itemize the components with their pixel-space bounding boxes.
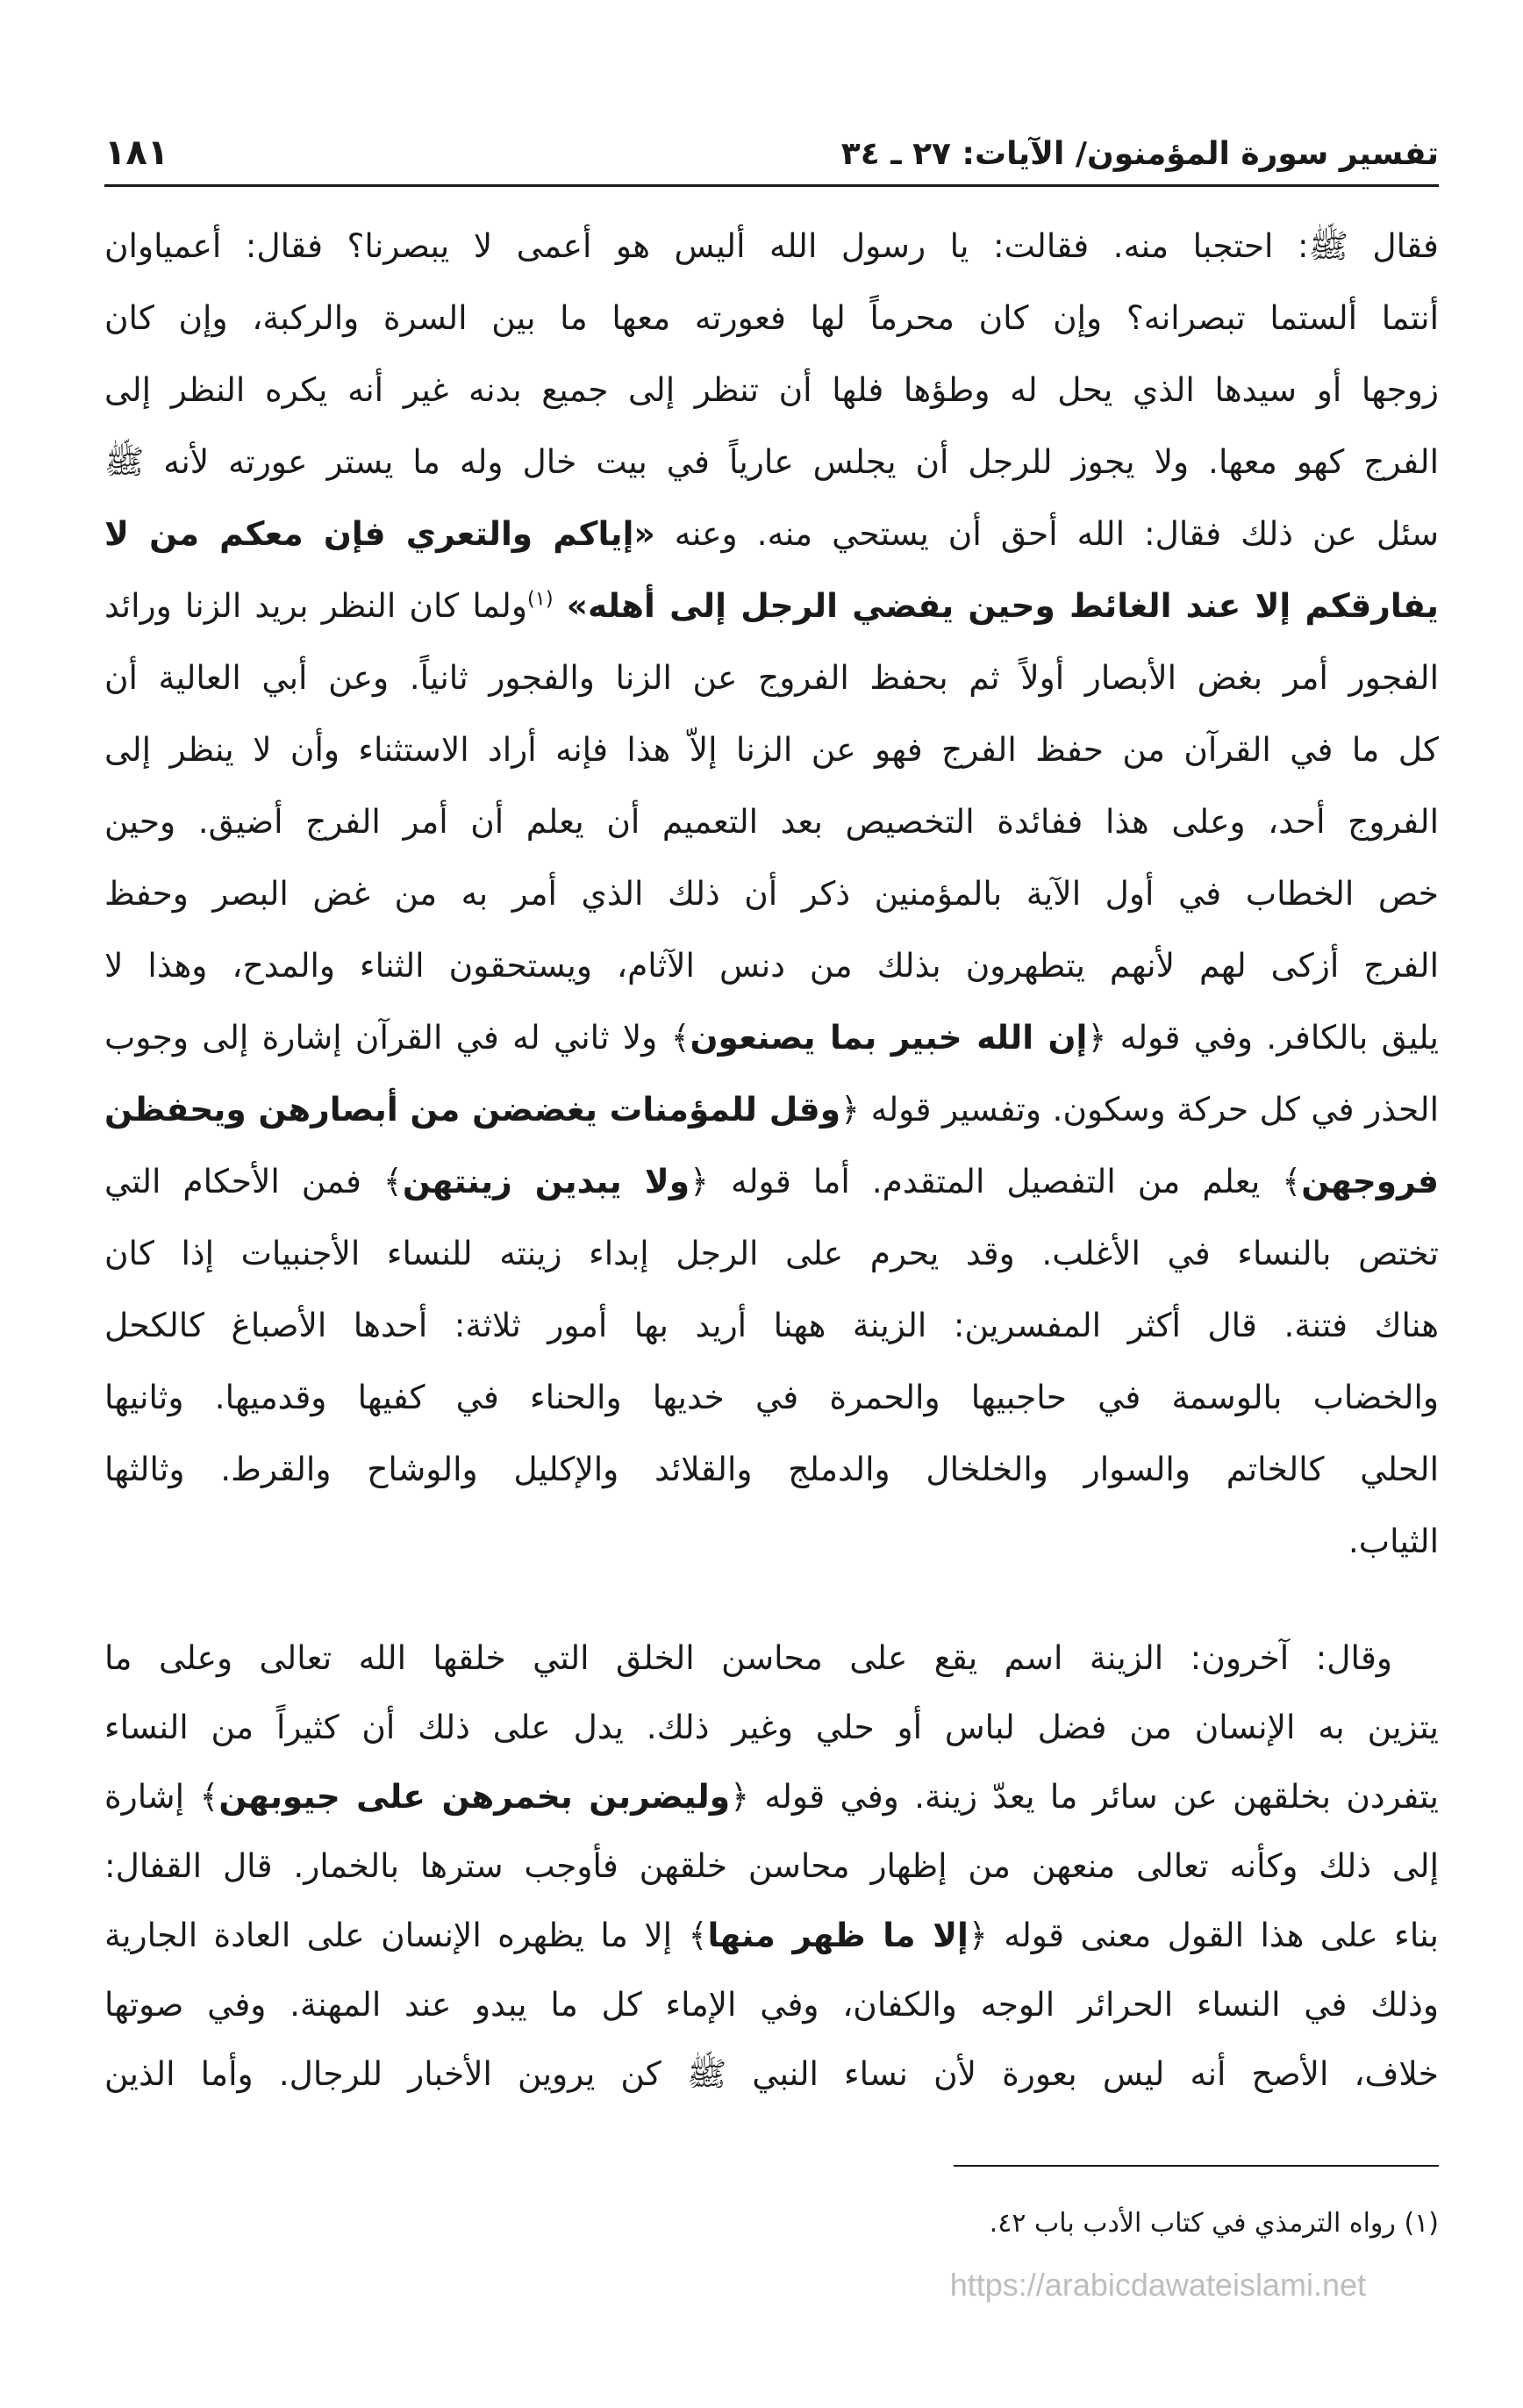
quran-quote: وقل للمؤمنات يغضضن من أبصارهن ويحفظن [104, 1090, 841, 1129]
text-segment: الثياب. [1348, 1522, 1439, 1560]
text-segment: يليق بالكافر. وفي قوله ﴿ [1087, 1018, 1439, 1057]
quran-quote: وليضربن بخمرهن على جيوبهن [218, 1777, 731, 1816]
text-segment: زوجها أو سيدها الذي يحل له وطؤها فلها أن تنظر إلى جميع بدنه غير أنه يكره النظر إلى [104, 370, 1439, 409]
text-line [104, 1217, 1439, 1289]
text-line [104, 354, 1439, 426]
watermark-text: https://arabicdawateislami.net [949, 2267, 1366, 2303]
quran-quote: ولا يبدين زينتهن [402, 1162, 690, 1200]
text-segment: خلاف، الأصح أنه ليس بعورة لأن نساء النبي ﷺ كن يروين الأخبار للرجال. وأما الذين [104, 2054, 1439, 2093]
text-segment: سئل عن ذلك فقال: الله أحق أن يستحي منه. وعنه [674, 514, 1440, 553]
text-segment: هناك فتنة. قال أكثر المفسرين: الزينة ههنا أريد بها أمور ثلاثة: أحدها الأصباغ كالكحل [104, 1306, 1439, 1344]
text-segment: إلى ذلك وكأنه تعالى منعهن من إظهار محاسن خلقهن فأوجب سترها بالخمار. قال القفال: [104, 1846, 1439, 1885]
text-line [104, 570, 1439, 641]
text-segment: يتفردن بخلقهن عن سائر ما يعدّ زينة. وفي قوله ﴿ [730, 1777, 1439, 1816]
text-line [104, 210, 1439, 282]
text-line [104, 1001, 1439, 1073]
quran-quote: إلا ما ظهر منها [707, 1916, 969, 1954]
text-line [104, 641, 1439, 713]
text-segment: الفرج كهو معها. ولا يجوز للرجل أن يجلس عارياً في بيت خال وله ما يستر عورته لأنه ﷺ [104, 442, 1439, 481]
paragraph [104, 1623, 1439, 2109]
text-segment: كل ما في القرآن من حفظ الفرج فهو عن الزنا إلاّ هذا فإنه أراد الاستثناء وأن لا ينظر إلى [104, 730, 1439, 769]
text-line [104, 1762, 1439, 1831]
hadith-text: «إياكم والتعري فإن معكم من لا [104, 514, 655, 553]
footnote-marker: (١) [526, 587, 554, 611]
text-line [104, 1361, 1439, 1433]
text-line [104, 1145, 1439, 1217]
text-line [104, 785, 1439, 857]
text-segment: ﴾ إلا ما يظهره الإنسان على العادة الجارية [104, 1916, 708, 1954]
text-line [104, 498, 1439, 570]
text-segment: بناء على هذا القول معنى قوله ﴿ [968, 1916, 1439, 1954]
hadith-text: يفارقكم إلا عند الغائط وحين يفضي الرجل إلى أهله» [566, 586, 1440, 625]
text-segment: الفجور أمر بغض الأبصار أولاً ثم بحفظ الفروج عن الزنا والفجور ثانياً. وعن أبي العالية أن [104, 658, 1439, 697]
text-segment: الحلي كالخاتم والسوار والخلخال والدملج والقلائد والإكليل والوشاح والقرط. وثالثها [104, 1450, 1439, 1488]
text-line [104, 1073, 1439, 1145]
text-segment: ﴾ إشارة [104, 1777, 219, 1816]
text-segment: والخضاب بالوسمة في حاجبيها والحمرة في خديها والحناء في كفيها وقدميها. وثانيها [104, 1378, 1439, 1416]
header-rule [104, 184, 1439, 187]
text-line [104, 2039, 1439, 2109]
text-segment: الفرج أزكى لهم لأنهم يتطهرون بذلك من دنس الآثام، ويستحقون الثناء والمدح، وهذا لا [104, 946, 1439, 985]
text-segment: وقال: آخرون: الزينة اسم يقع على محاسن الخلق التي خلقها الله تعالى وعلى ما [104, 1638, 1392, 1677]
text-line [104, 713, 1439, 785]
text-line [104, 1623, 1439, 1693]
text-line [104, 1831, 1439, 1901]
running-header-title: تفسير سورة المؤمنون/ الآيات: ٢٧ ـ ٣٤ [840, 136, 1439, 172]
text-line [104, 1901, 1439, 1970]
text-segment: الفروج أحد، وعلى هذا ففائدة التخصيص بعد التعميم أن يعلم أن أمر الفرج أضيق. وحين [104, 802, 1439, 841]
text-line [104, 1505, 1439, 1577]
quran-quote: فروجهن [1301, 1162, 1439, 1200]
text-line [104, 1433, 1439, 1505]
text-line [104, 929, 1439, 1001]
text-segment: الحذر في كل حركة وسكون. وتفسير قوله ﴿ [840, 1090, 1439, 1129]
text-segment: وذلك في النساء الحرائر الوجه والكفان، وفي الإماء كل ما يبدو عند المهنة. وفي صوتها [104, 1985, 1439, 2024]
text-line [104, 1693, 1439, 1762]
text-line [104, 1289, 1439, 1361]
text-segment: تختص بالنساء في الأغلب. وقد يحرم على الرجل إبداء زينته للنساء الأجنبيات إذا كان [104, 1234, 1439, 1272]
text-segment: خص الخطاب في أول الآية بالمؤمنين ذكر أن ذلك الذي أمر به من غض البصر وحفظ [104, 874, 1439, 913]
text-line [104, 282, 1439, 354]
footnote-rule [954, 2165, 1439, 2167]
text-line [104, 1970, 1439, 2039]
quran-quote: إن الله خبير بما يصنعون [690, 1018, 1088, 1057]
page-number: ١٨١ [104, 133, 169, 173]
text-segment: أنتما ألستما تبصرانه؟ وإن كان محرماً لها فعورته معها ما بين السرة والركبة، وإن كان [104, 298, 1439, 337]
text-line [104, 857, 1439, 929]
text-segment: ﴾ فمن الأحكام التي [104, 1162, 403, 1200]
text-segment: فقال ﷺ: احتجبا منه. فقالت: يا رسول الله أليس هو أعمى لا يبصرنا؟ فقال: أعمياوان [104, 226, 1439, 265]
text-segment: يتزين به الإنسان من فضل لباس أو حلي وغير ذلك. يدل على ذلك أن كثيراً من النساء [104, 1708, 1439, 1746]
text-segment: ولما كان النظر بريد الزنا ورائد [104, 586, 527, 625]
text-segment: ﴾ ولا ثاني له في القرآن إشارة إلى وجوب [104, 1018, 690, 1057]
text-segment: ﴾ يعلم من التفصيل المتقدم. أما قوله ﴿ [690, 1162, 1302, 1200]
text-line [104, 426, 1439, 498]
paragraph [104, 210, 1439, 1577]
footnote: (١) رواه الترمذي في كتاب الأدب باب ٤٢. [989, 2208, 1439, 2239]
